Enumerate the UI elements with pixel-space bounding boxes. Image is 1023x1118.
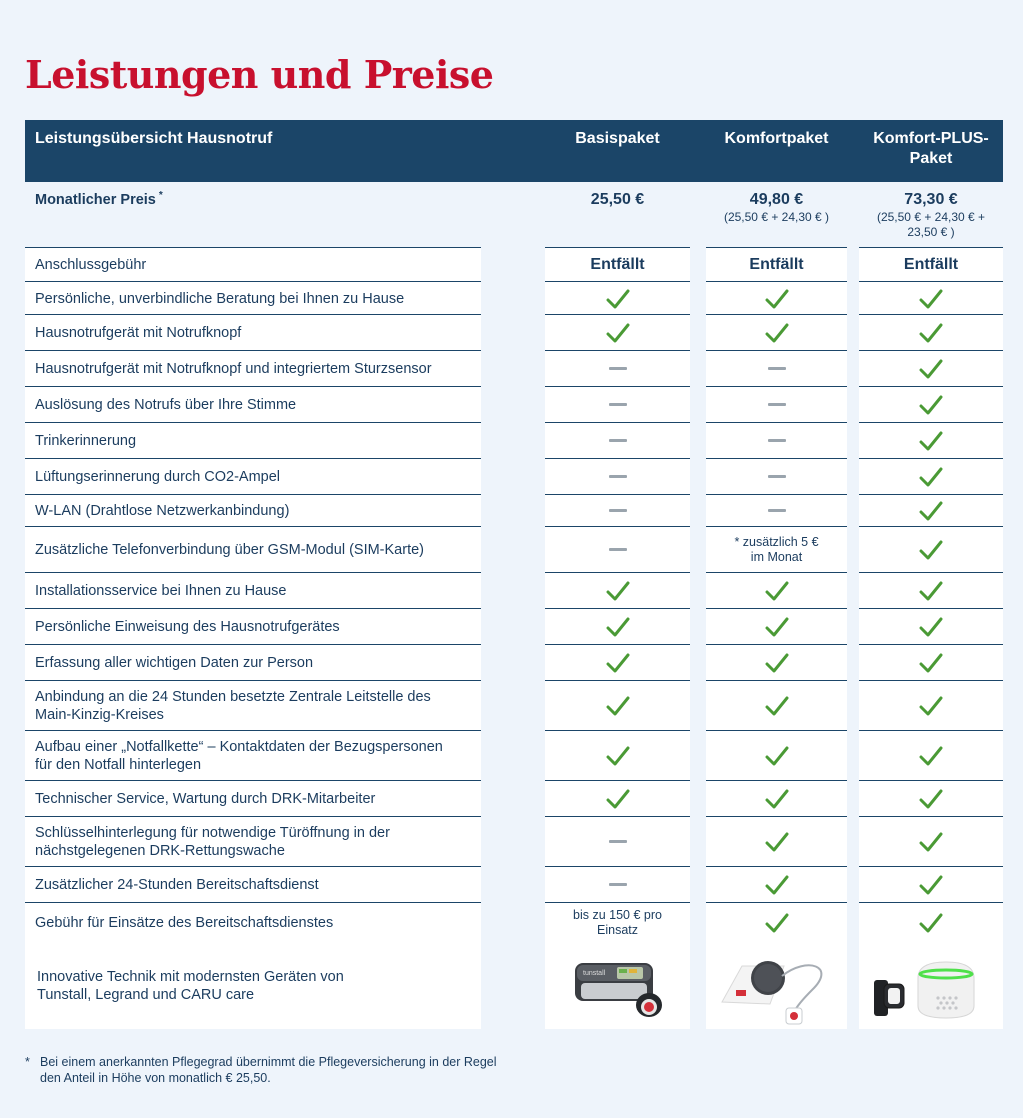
row-label-text: Anbindung an die 24 Stunden besetzte Zentrale Leitstelle des Main-Kinzig-Kreises (35, 688, 431, 723)
cell-text (545, 247, 690, 281)
row-label-text: Gebühr für Einsätze des Bereitschaftsdienstes (35, 914, 334, 931)
cell-text (545, 902, 690, 942)
dash-icon (706, 386, 847, 422)
caru-device-icon (866, 946, 996, 1026)
check-icon (859, 494, 1003, 526)
cell-text (706, 526, 847, 572)
row-label (25, 350, 481, 386)
tunstall-device-image (545, 942, 690, 1029)
check-icon (706, 572, 847, 608)
check-icon (706, 314, 847, 350)
check-icon (706, 780, 847, 816)
row-label-text: Zusätzlicher 24-Stunden Bereitschaftsdienst (35, 876, 319, 893)
dash-icon (545, 350, 690, 386)
check-icon (706, 644, 847, 680)
dash-icon (545, 422, 690, 458)
check-icon (706, 680, 847, 730)
header-package-komfort-plus: Komfort-PLUS-Paket (873, 130, 989, 167)
row-label (25, 386, 481, 422)
row-label (25, 780, 481, 816)
price-row-label: Monatlicher Preis * (35, 190, 163, 208)
row-label (25, 494, 481, 526)
row-label-text: Installationsservice bei Ihnen zu Hause (35, 582, 287, 599)
row-label-text: Trinkerinnerung (35, 432, 137, 449)
check-icon (859, 314, 1003, 350)
row-label (25, 730, 481, 780)
page-title: Leistungen und Preise (25, 52, 494, 97)
row-label-text: Aufbau einer „Notfallkette“ – Kontaktdaten der Bezugspersonen für den Notfall hinterlegen (35, 738, 443, 773)
svg-text:tunstall: tunstall (582, 969, 605, 977)
check-icon (545, 281, 690, 315)
check-icon (706, 902, 847, 942)
check-icon (545, 780, 690, 816)
caru-device-image (859, 942, 1003, 1029)
cell-text-value: Entfällt (903, 255, 959, 273)
cell-text-value: bis zu 150 € pro Einsatz (573, 907, 662, 937)
tunstall-device-icon (553, 947, 683, 1025)
check-icon (706, 816, 847, 866)
check-icon (859, 730, 1003, 780)
legrand-device-icon (712, 946, 842, 1026)
check-icon (859, 526, 1003, 572)
check-icon (859, 572, 1003, 608)
check-icon (545, 572, 690, 608)
dash-icon (545, 458, 690, 494)
legrand-device-image (706, 942, 847, 1029)
row-label-text: Zusätzliche Telefonverbindung über GSM-Modul (SIM-Karte) (35, 541, 424, 558)
row-label-text: W-LAN (Drahtlose Netzwerkanbindung) (35, 502, 290, 519)
dash-icon (706, 494, 847, 526)
row-label-text: Schlüsselhinterlegung für notwendige Türöffnung in der nächstgelegenen DRK-Rettungswache (35, 824, 390, 859)
dash-icon (545, 386, 690, 422)
check-icon (859, 422, 1003, 458)
devices-row-text: Innovative Technik mit modernsten Geräten von Tunstall, Legrand und CARU care (37, 968, 344, 1003)
check-icon (859, 644, 1003, 680)
check-icon (545, 608, 690, 644)
row-label (25, 644, 481, 680)
row-label (25, 247, 481, 281)
dash-icon (706, 422, 847, 458)
row-label (25, 458, 481, 494)
row-label-text: Persönliche, unverbindliche Beratung bei Ihnen zu Hause (35, 290, 405, 307)
row-label-text: Lüftungserinnerung durch CO2-Ampel (35, 468, 281, 485)
row-label-text: Anschlussgebühr (35, 256, 147, 273)
cell-text (859, 247, 1003, 281)
check-icon (859, 386, 1003, 422)
check-icon (859, 608, 1003, 644)
row-label (25, 281, 481, 315)
devices-row-label (25, 942, 481, 1029)
dash-icon (706, 458, 847, 494)
check-icon (859, 350, 1003, 386)
check-icon (545, 314, 690, 350)
row-label (25, 816, 481, 866)
row-label (25, 314, 481, 350)
row-label-text: Erfassung aller wichtigen Daten zur Person (35, 654, 314, 671)
check-icon (859, 902, 1003, 942)
row-label (25, 526, 481, 572)
row-label (25, 902, 481, 942)
dash-icon (545, 526, 690, 572)
dash-icon (545, 494, 690, 526)
price-komfort: 49,80 € (25,50 € + 24,30 € ) (723, 191, 830, 224)
check-icon (859, 680, 1003, 730)
row-label (25, 680, 481, 730)
check-icon (859, 458, 1003, 494)
cell-text-value: Entfällt (590, 255, 645, 273)
row-label (25, 866, 481, 902)
row-label-text: Persönliche Einweisung des Hausnotrufgerätes (35, 618, 340, 635)
cell-text-value: * zusätzlich 5 € im Monat (734, 534, 819, 564)
row-label-text: Auslösung des Notrufs über Ihre Stimme (35, 396, 297, 413)
check-icon (706, 608, 847, 644)
header-package-komfort: Komfortpaket (724, 130, 829, 147)
table-header (25, 120, 1003, 182)
dash-icon (706, 350, 847, 386)
price-basis: 25,50 € (590, 191, 645, 208)
footnote (25, 1054, 510, 1086)
row-label-text: Technischer Service, Wartung durch DRK-Mitarbeiter (35, 790, 376, 807)
price-komfort-plus: 73,30 € (25,50 € + 24,30 € + 23,50 € ) (876, 191, 986, 239)
check-icon (859, 866, 1003, 902)
dash-icon (545, 816, 690, 866)
check-icon (706, 866, 847, 902)
header-label: Leistungsübersicht Hausnotruf (35, 130, 273, 147)
footnote-star: * (25, 1055, 30, 1069)
row-label (25, 608, 481, 644)
check-icon (545, 680, 690, 730)
check-icon (859, 816, 1003, 866)
row-label (25, 422, 481, 458)
row-label-text: Hausnotrufgerät mit Notrufknopf (35, 324, 242, 341)
cell-text (706, 247, 847, 281)
footnote-text: Bei einem anerkannten Pflegegrad übernimmt die Pflegeversicherung in der Regel den Anteil in Höhe von monatlich € 25,50. (40, 1055, 497, 1085)
row-label (25, 572, 481, 608)
check-icon (545, 644, 690, 680)
cell-text-value: Entfällt (749, 255, 804, 273)
check-icon (706, 730, 847, 780)
check-icon (706, 281, 847, 315)
dash-icon (545, 866, 690, 902)
check-icon (859, 780, 1003, 816)
check-icon (545, 730, 690, 780)
row-label-text: Hausnotrufgerät mit Notrufknopf und integriertem Sturzsensor (35, 360, 432, 377)
header-package-basis: Basispaket (575, 130, 660, 147)
check-icon (859, 281, 1003, 315)
